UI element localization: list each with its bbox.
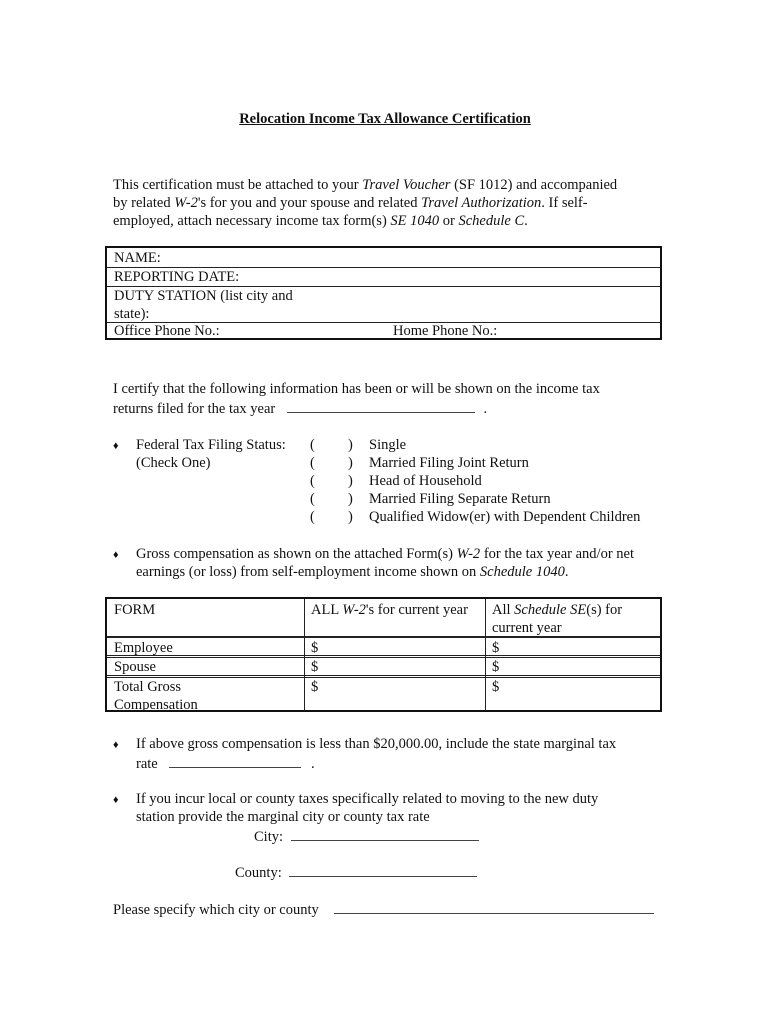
intro-emph: W-2 — [174, 195, 198, 211]
office-phone-label: Office Phone No.: — [114, 323, 220, 339]
header-emph: Schedule SE — [514, 602, 587, 618]
bullet-icon: ♦ — [113, 440, 119, 452]
status-option-label: Married Filing Separate Return — [369, 491, 551, 507]
intro-emph: Travel Voucher — [362, 177, 451, 193]
employee-row-label: Employee — [114, 640, 173, 656]
specify-row — [113, 899, 654, 919]
gross-text: . — [564, 564, 569, 580]
reporting-date-row[interactable] — [107, 267, 660, 287]
checkbox-close: ) — [348, 509, 353, 525]
row-divider — [107, 636, 660, 638]
name-row[interactable] — [107, 248, 660, 268]
state-rate-line1: If above gross compensation is less than $20,000.00, include the state marginal tax — [136, 736, 617, 752]
local-tax-text — [136, 790, 676, 826]
duty-station-row[interactable] — [107, 286, 660, 323]
city-rate-field[interactable] — [291, 826, 479, 841]
employee-info-box — [105, 246, 662, 340]
period: . — [310, 756, 315, 772]
certify-line1: I certify that the following information has been or will be shown on the income tax — [113, 381, 600, 397]
specify-label: Please specify which city or county — [113, 902, 319, 918]
gross-compensation-text — [136, 545, 676, 581]
home-phone-label: Home Phone No.: — [393, 323, 498, 339]
gross-text: for the tax year and/or net — [480, 546, 634, 562]
form-column-header: FORM — [114, 602, 156, 618]
checkbox-open: ( — [310, 455, 315, 471]
intro-paragraph — [113, 176, 673, 230]
total-row-label: Total Gross — [114, 679, 182, 695]
header-text: 's for current year — [365, 602, 468, 618]
certify-statement — [113, 380, 673, 418]
checkbox-open: ( — [310, 509, 315, 525]
county-label: County: — [235, 865, 282, 881]
checkbox-open: ( — [310, 437, 315, 453]
checkbox-open: ( — [310, 473, 315, 489]
duty-station-label: DUTY STATION (list city and — [114, 288, 293, 304]
compensation-table — [105, 597, 662, 712]
intro-text: This certification must be attached to your — [113, 177, 363, 193]
gross-text: Gross compensation as shown on the attached Form(s) — [136, 546, 457, 562]
bullet-icon: ♦ — [113, 739, 119, 751]
county-row — [235, 862, 477, 882]
intro-text: or — [439, 213, 459, 229]
local-tax-line2: station provide the marginal city or county tax rate — [136, 809, 430, 825]
document-title: Relocation Income Tax Allowance Certification — [239, 111, 531, 127]
schedule-se-column-header — [492, 601, 622, 619]
city-row — [254, 826, 479, 846]
reporting-date-label: REPORTING DATE: — [114, 269, 240, 285]
spouse-w2-cell[interactable]: $ — [311, 659, 319, 675]
state-rate-field[interactable] — [169, 753, 301, 768]
filing-status-label — [136, 436, 286, 472]
state-rate-text — [136, 735, 676, 773]
phone-row[interactable] — [107, 322, 660, 340]
checkbox-open: ( — [310, 491, 315, 507]
city-label: City: — [254, 829, 284, 845]
name-label: NAME: — [114, 250, 161, 266]
header-emph: W-2 — [342, 602, 366, 618]
employee-w2-cell[interactable]: $ — [311, 640, 319, 656]
row-divider — [107, 677, 660, 678]
certify-line2: returns filed for the tax year — [113, 401, 276, 417]
checkbox-close: ) — [348, 437, 353, 453]
intro-text: . If self- — [541, 195, 588, 211]
local-tax-line1: If you incur local or county taxes specifically related to moving to the new duty — [136, 791, 599, 807]
spouse-row-label: Spouse — [114, 659, 156, 675]
tax-year-field[interactable] — [287, 398, 475, 413]
checkbox-close: ) — [348, 455, 353, 471]
intro-emph: SE 1040 — [390, 213, 440, 229]
filing-status-title: Federal Tax Filing Status: — [136, 437, 286, 453]
row-divider — [107, 657, 660, 658]
intro-text: employed, attach necessary income tax form(s) — [113, 213, 391, 229]
row-divider — [107, 655, 660, 656]
intro-text: (SF 1012) and accompanied — [450, 177, 618, 193]
state-rate-line2: rate — [136, 756, 158, 772]
gross-emph: Schedule 1040 — [479, 564, 565, 580]
employee-se-cell[interactable]: $ — [492, 640, 500, 656]
gross-emph: W-2 — [456, 546, 481, 562]
header-text: ALL — [311, 602, 343, 618]
header-text: All — [492, 602, 515, 618]
total-w2-cell[interactable]: $ — [311, 679, 319, 695]
intro-emph: Schedule C — [458, 213, 525, 229]
total-se-cell[interactable]: $ — [492, 679, 500, 695]
status-option-label: Single — [369, 437, 407, 453]
intro-text: 's for you and your spouse and related — [197, 195, 422, 211]
gross-text: earnings (or loss) from self-employment income shown on — [136, 564, 480, 580]
specify-field[interactable] — [334, 899, 654, 914]
duty-station-label-cont: state): — [114, 306, 150, 322]
total-row-label-cont: Compensation — [114, 697, 198, 713]
intro-text: by related — [113, 195, 175, 211]
intro-text: . — [524, 213, 528, 229]
header-text: (s) for — [586, 602, 623, 618]
w2-column-header — [311, 601, 468, 619]
bullet-icon: ♦ — [113, 794, 119, 806]
bullet-icon: ♦ — [113, 549, 119, 561]
intro-emph: Travel Authorization — [421, 195, 542, 211]
filing-status-hint: (Check One) — [136, 455, 211, 471]
checkbox-close: ) — [348, 473, 353, 489]
status-option-label: Qualified Widow(er) with Dependent Children — [369, 509, 641, 525]
status-option-label: Married Filing Joint Return — [369, 455, 529, 471]
period: . — [483, 401, 488, 417]
status-option-label: Head of Household — [369, 473, 482, 489]
county-rate-field[interactable] — [289, 862, 477, 877]
row-divider — [107, 675, 660, 676]
schedule-se-column-header-cont: current year — [492, 620, 562, 636]
checkbox-close: ) — [348, 491, 353, 507]
spouse-se-cell[interactable]: $ — [492, 659, 500, 675]
